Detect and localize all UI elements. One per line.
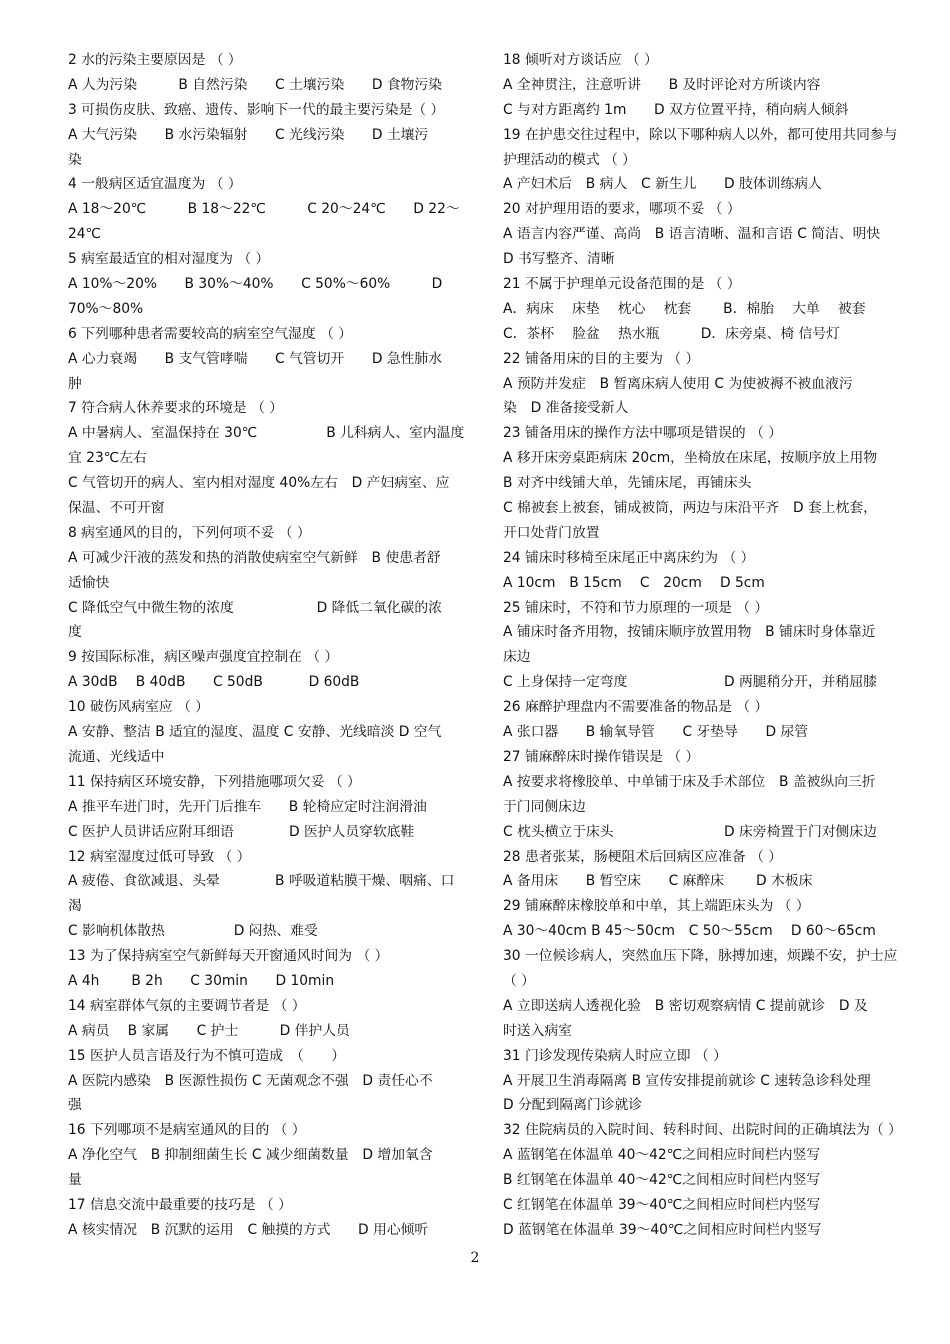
left-column-line: 24℃	[68, 226, 102, 243]
left-column-line: 17 信息交流中最重要的技巧是 （ ）	[68, 1196, 292, 1213]
right-column-line: C．茶杯 脸盆 热水瓶 D．床旁桌、椅 信号灯	[503, 325, 840, 342]
right-column-line: A 按要求将橡胶单、中单铺于床及手术部位 B 盖被纵向三折	[503, 773, 876, 790]
left-column-line: 7 符合病人休养要求的环境是 （ ）	[68, 400, 284, 417]
right-column-line: A 移开床旁桌距病床 20cm，坐椅放在床尾，按顺序放上用物	[503, 450, 878, 467]
right-column-line: D 蓝钢笔在体温单 39～40℃之间相应时间栏内竖写	[503, 1221, 822, 1238]
right-column-line: A 铺床时备齐用物，按铺床顺序放置用物 B 铺床时身体靠近	[503, 624, 876, 641]
right-column-line: 护理活动的模式 （ ）	[503, 151, 636, 168]
left-column-line: A 大气污染 B 水污染辐射 C 光线污染 D 土壤污	[68, 126, 429, 143]
right-column-line: 31 门诊发现传染病人时应立即 （ ）	[503, 1047, 727, 1064]
right-column-line: C 上身保持一定弯度 D 两腿稍分开，并稍屈膝	[503, 674, 877, 691]
left-column-line: 8 病室通风的目的，下列何项不妥 （ ）	[68, 524, 311, 541]
left-column-line: 16 下列哪项不是病室通风的目的 （ ）	[68, 1122, 306, 1139]
left-column-line: 5 病室最适宜的相对湿度为 （ ）	[68, 251, 270, 268]
right-column-line: 27 铺麻醉床时操作错误是 （ ）	[503, 748, 700, 765]
left-column-line: A 10%～20% B 30%～40% C 50%～60% D	[68, 276, 443, 293]
right-column-line: A 备用床 B 暂空床 C 麻醉床 D 木板床	[503, 873, 813, 890]
left-column-line: 10 破伤风病室应 （ ）	[68, 699, 210, 716]
left-column-line: A 安静、整洁 B 适宜的湿度、温度 C 安静、光线暗淡 D 空气	[68, 724, 442, 741]
left-column-line: C 气管切开的病人、室内相对湿度 40%左右 D 产妇病室、应	[68, 475, 450, 492]
right-column-line: 19 在护患交往过程中，除以下哪种病人以外，都可使用共同参与	[503, 126, 898, 143]
left-column-line: A 4h B 2h C 30min D 10min	[68, 972, 335, 989]
right-column-line: C 与对方距离约 1m D 双方位置平持，稍向病人倾斜	[503, 101, 849, 118]
left-column-line: A 心力衰竭 B 支气管哮喘 C 气管切开 D 急性肺水	[68, 350, 443, 367]
left-column-line: C 降低空气中微生物的浓度 D 降低二氧化碳的浓	[68, 599, 442, 616]
right-column-line: 开口处背门放置	[503, 524, 600, 541]
right-column-line: 29 铺麻醉床橡胶单和中单，其上端距床头为 （ ）	[503, 898, 810, 915]
right-column-line: 28 患者张某，肠梗阻术后回病区应准备 （ ）	[503, 848, 783, 865]
left-column-line: 15 医护人员言语及行为不慎可造成 （ ）	[68, 1047, 346, 1064]
left-column-line: A 中暑病人、室温保持在 30℃ B 儿科病人、室内温度	[68, 425, 465, 442]
right-column-line: A 蓝钢笔在体温单 40～42℃之间相应时间栏内竖写	[503, 1147, 821, 1164]
left-column-line: 11 保持病区环境安静，下列措施哪项欠妥 （ ）	[68, 773, 361, 790]
right-column-line: A 开展卫生消毒隔离 B 宣传安排提前就诊 C 速转急诊科处理	[503, 1072, 871, 1089]
left-column-line: 染	[68, 151, 82, 168]
right-column-line: 染 D 准备接受新人	[503, 400, 629, 417]
right-column-line: A 张口器 B 输氧导管 C 牙垫导 D 尿管	[503, 724, 809, 741]
left-column-line: A 病员 B 家属 C 护士 D 伴护人员	[68, 1022, 350, 1039]
right-column-line: A 产妇术后 B 病人 C 新生儿 D 肢体训练病人	[503, 176, 822, 193]
right-column-line: A 10cm B 15cm C 20cm D 5cm	[503, 574, 765, 591]
right-column-line: 26 麻醉护理盘内不需要准备的物品是 （ ）	[503, 699, 769, 716]
right-column-line: 床边	[503, 649, 531, 666]
right-column-line: 20 对护理用语的要求，哪项不妥 （ ）	[503, 201, 741, 218]
right-column-line: 30 一位候诊病人，突然血压下降，脉搏加速，烦躁不安，护士应	[503, 948, 898, 965]
left-column	[68, 48, 470, 1243]
right-column-line: 32 住院病员的入院时间、转科时间、出院时间的正确填法为（ ）	[503, 1122, 902, 1139]
left-column-line: 肿	[68, 375, 82, 392]
left-column-line: 流通、光线适中	[68, 748, 165, 765]
left-column-line: A 人为污染 B 自然污染 C 土壤污染 D 食物污染	[68, 76, 443, 93]
left-column-line: A 30dB B 40dB C 50dB D 60dB	[68, 674, 360, 691]
left-column-line: 2 水的污染主要原因是 （ ）	[68, 52, 242, 68]
left-column-line: A 推平车进门时，先开门后推车 B 轮椅应定时注润滑油	[68, 798, 427, 815]
left-column-line: 渴	[68, 898, 82, 915]
right-column-line: 时送入病室	[503, 1022, 572, 1039]
right-column-line: B 对齐中线铺大单，先铺床尾，再铺床头	[503, 475, 752, 492]
left-column-line: 14 病室群体气氛的主要调节者是 （ ）	[68, 997, 306, 1014]
right-column-line: A 语言内容严谨、高尚 B 语言清晰、温和言语 C 简洁、明快	[503, 226, 881, 243]
right-column-line: D 书写整齐、清晰	[503, 251, 615, 268]
left-column-line: 宜 23℃左右	[68, 450, 147, 467]
left-column-line: 强	[68, 1097, 82, 1114]
right-column-line: 22 铺备用床的目的主要为 （ ）	[503, 350, 700, 367]
right-column-line: 24 铺床时移椅至床尾正中离床约为 （ ）	[503, 549, 755, 566]
right-column-line: B 红钢笔在体温单 40～42℃之间相应时间栏内竖写	[503, 1172, 821, 1189]
left-column-line: 保温、不可开窗	[68, 500, 165, 517]
left-column-line: A 可减少汗液的蒸发和热的消散使病室空气新鲜 B 使患者舒	[68, 549, 441, 566]
left-column-line: A 核实情况 B 沉默的运用 C 触摸的方式 D 用心倾听	[68, 1221, 429, 1238]
right-column-line: 于门同侧床边	[503, 798, 586, 815]
left-column-line: 70%～80%	[68, 300, 144, 317]
left-column-line: 9 按国际标准，病区噪声强度宜控制在 （ ）	[68, 649, 339, 666]
right-column-line: 21 不属于护理单元设备范围的是 （ ）	[503, 276, 741, 293]
right-column-line: 25 铺床时，不符和节力原理的一项是 （ ）	[503, 599, 769, 616]
left-column-line: 6 下列哪种患者需要较高的病室空气湿度 （ ）	[68, 325, 353, 342]
right-column-line: 18 倾听对方谈话应 （ ）	[503, 52, 658, 68]
right-column-line: C 棉被套上被套，铺成被筒，两边与床沿平齐 D 套上枕套，	[503, 500, 877, 517]
right-column-line: （ ）	[503, 972, 535, 989]
left-column-line: A 医院内感染 B 医源性损伤 C 无菌观念不强 D 责任心不	[68, 1072, 433, 1089]
left-column-line: 12 病室湿度过低可导致 （ ）	[68, 848, 251, 865]
left-column-line: 度	[68, 624, 82, 641]
right-column	[503, 48, 907, 1243]
left-column-line: A 18～20℃ B 18～22℃ C 20～24℃ D 22～	[68, 201, 460, 218]
right-column-line: A 全神贯注，注意听讲 B 及时评论对方所谈内容	[503, 76, 821, 93]
left-column-line: 量	[68, 1172, 82, 1189]
right-column-line: A 预防并发症 B 暂离床病人使用 C 为使被褥不被血液污	[503, 375, 853, 392]
page-number: 2	[470, 1250, 480, 1266]
left-column-line: A 疲倦、食欲减退、头晕 B 呼吸道粘膜干燥、咽痛、口	[68, 873, 455, 890]
right-column-line: 23 铺备用床的操作方法中哪项是错误的 （ ）	[503, 425, 783, 442]
left-column-line: C 影响机体散热 D 闷热、难受	[68, 923, 318, 940]
left-column-line: 适愉快	[68, 574, 110, 591]
right-column-line: A 30～40cm B 45～50cm C 50～55cm D 60～65cm	[503, 923, 876, 940]
right-column-line: A．病床 床垫 枕心 枕套 B．棉胎 大单 被套	[503, 300, 866, 317]
left-column-line: 4 一般病区适宜温度为 （ ）	[68, 176, 242, 193]
right-column-line: C 红钢笔在体温单 39～40℃之间相应时间栏内竖写	[503, 1196, 821, 1213]
right-column-line: D 分配到隔离门诊就诊	[503, 1097, 643, 1114]
left-column-line: C 医护人员讲话应附耳细语 D 医护人员穿软底鞋	[68, 823, 415, 840]
left-column-line: A 净化空气 B 抑制细菌生长 C 减少细菌数量 D 增加氧含	[68, 1147, 433, 1164]
left-column-line: 3 可损伤皮肤、致癌、遗传、影响下一代的最主要污染是（ ）	[68, 101, 445, 118]
left-column-line: 13 为了保持病室空气新鲜每天开窗通风时间为 （ ）	[68, 948, 389, 965]
right-column-line: A 立即送病人透视化验 B 密切观察病情 C 提前就诊 D 及	[503, 997, 868, 1014]
right-column-line: C 枕头横立于床头 D 床旁椅置于门对侧床边	[503, 823, 877, 840]
